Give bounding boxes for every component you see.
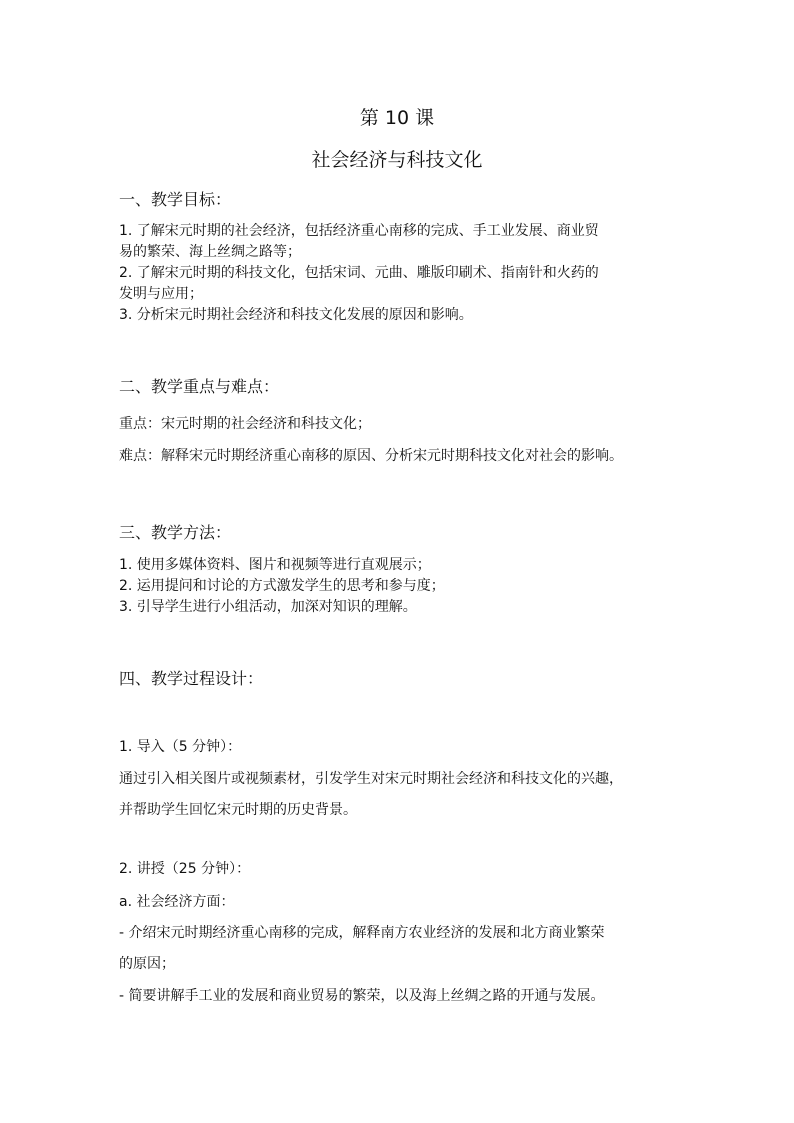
section-heading-process: 四、教学过程设计：	[119, 669, 264, 688]
lesson-title: 社会经济与科技文化	[311, 149, 483, 171]
method-line: 1. 使用多媒体资料、图片和视频等进行直观展示；	[119, 557, 431, 573]
process-line: - 介绍宋元时期经济重心南移的完成，解释南方农业经济的发展和北方商业繁荣	[119, 925, 605, 941]
key-point-line: 重点：宋元时期的社会经济和科技文化；	[119, 416, 371, 432]
section-heading-objectives: 一、教学目标：	[119, 190, 232, 209]
process-line: 通过引入相关图片或视频素材，引发学生对宋元时期社会经济和科技文化的兴趣，	[119, 771, 623, 787]
objective-line: 3. 分析宋元时期社会经济和科技文化发展的原因和影响。	[119, 307, 473, 323]
step-heading-intro: 1. 导入（5 分钟）：	[119, 739, 242, 755]
objective-line: 2. 了解宋元时期的科技文化，包括宋词、元曲、雕版印刷术、指南针和火药的	[119, 265, 599, 281]
objective-line: 发明与应用；	[119, 286, 203, 302]
process-line: - 简要讲解手工业的发展和商业贸易的繁荣，以及海上丝绸之路的开通与发展。	[119, 988, 605, 1004]
process-line: 并帮助学生回忆宋元时期的历史背景。	[119, 802, 357, 818]
subsection-heading-economy: a. 社会经济方面：	[119, 894, 235, 910]
section-heading-methods: 三、教学方法：	[119, 523, 232, 542]
method-line: 2. 运用提问和讨论的方式激发学生的思考和参与度；	[119, 578, 445, 594]
section-heading-key-points: 二、教学重点与难点：	[119, 377, 280, 396]
objective-line: 1. 了解宋元时期的社会经济，包括经济重心南移的完成、手工业发展、商业贸	[119, 223, 599, 239]
process-line: 的原因；	[119, 956, 175, 972]
objective-line: 易的繁荣、海上丝绸之路等；	[119, 244, 301, 260]
method-line: 3. 引导学生进行小组活动，加深对知识的理解。	[119, 599, 417, 615]
step-heading-lecture: 2. 讲授（25 分钟）：	[119, 861, 251, 877]
difficulty-line: 难点：解释宋元时期经济重心南移的原因、分析宋元时期科技文化对社会的影响。	[119, 448, 623, 464]
lesson-number: 第 10 课	[359, 107, 435, 129]
